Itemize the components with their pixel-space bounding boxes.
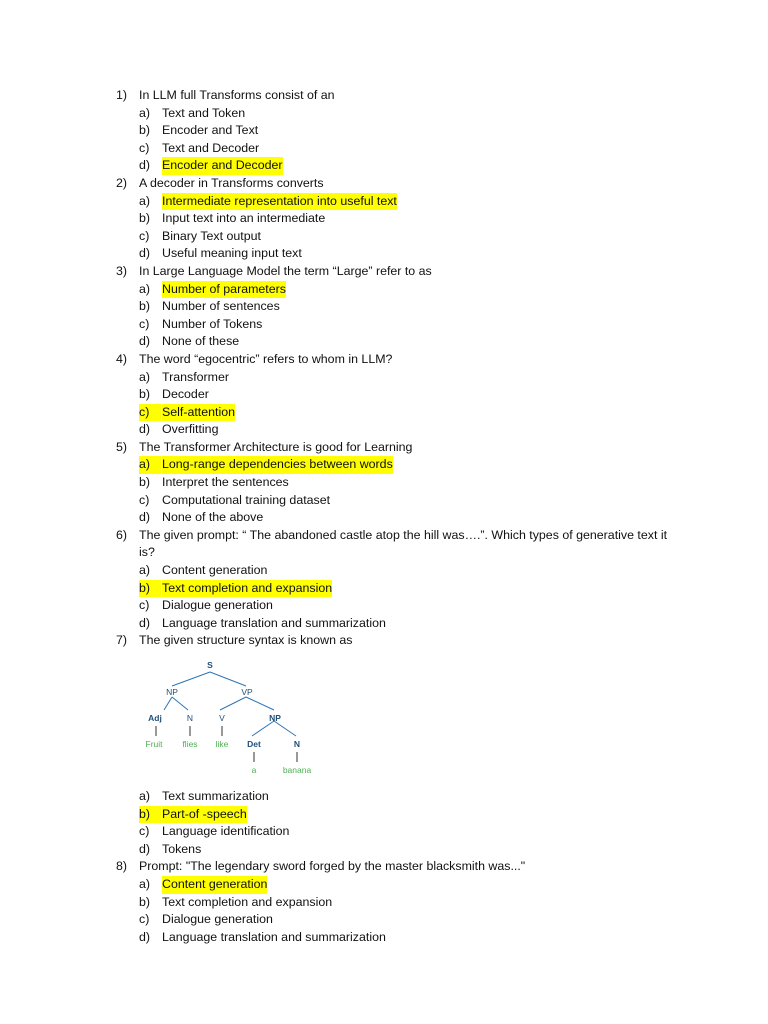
option-letter: c) (139, 316, 150, 331)
option-letter: d) (139, 158, 151, 173)
tree-leaf-banana: banana (282, 765, 312, 775)
option-letter: d) (139, 929, 151, 944)
option-1a (116, 105, 676, 123)
question-number: 5) (116, 439, 128, 454)
option-letter: a) (139, 876, 151, 891)
option-letter: d) (139, 246, 151, 261)
option-letter: c) (139, 404, 161, 422)
option-text: Text and Token (162, 105, 246, 120)
tree-leaf-fruit: Fruit (145, 739, 163, 749)
tree-leaf-flies: flies (182, 739, 198, 749)
option-5d (116, 509, 676, 527)
question-text: In LLM full Transforms consist of an (139, 88, 335, 102)
option-letter: b) (139, 211, 151, 226)
tree-node-n: N (186, 713, 194, 723)
option-4b (116, 386, 676, 404)
question-text: A decoder in Transforms converts (139, 175, 324, 190)
option-letter: b) (139, 299, 151, 314)
option-letter: c) (139, 598, 150, 613)
question-2 (116, 175, 676, 193)
option-text: Computational training dataset (162, 492, 331, 507)
question-4 (116, 351, 676, 369)
option-text: Transformer (162, 369, 230, 384)
question-1 (116, 87, 676, 105)
option-6b (116, 580, 676, 598)
tree-edge (210, 672, 246, 686)
option-letter: b) (139, 387, 151, 402)
highlighted-answer: Long-range dependencies between words (162, 456, 393, 474)
question-number: 2) (116, 175, 128, 190)
question-number: 1) (116, 88, 128, 102)
option-7b (116, 806, 676, 824)
option-3a (116, 281, 676, 299)
option-letter: d) (139, 422, 151, 437)
question-text: The word “egocentric” refers to whom in LLM? (139, 351, 393, 366)
question-text: The given prompt: “ The abandoned castle atop the hill was….”. Which types of generative text it is? (139, 527, 668, 560)
option-8d (116, 929, 676, 947)
option-text: Input text into an intermediate (162, 211, 326, 226)
highlighted-answer: Content generation (162, 876, 267, 894)
option-letter: b) (139, 123, 151, 138)
option-text: None of the above (162, 510, 264, 525)
option-2b (116, 210, 676, 228)
option-text: Content generation (162, 563, 268, 578)
option-letter: a) (139, 369, 151, 384)
option-8c (116, 911, 676, 929)
tree-node-v: V (219, 713, 225, 723)
tree-node-adj: Adj (148, 713, 162, 723)
option-text: Dialogue generation (162, 912, 273, 927)
highlighted-answer: Self-attention (162, 404, 235, 422)
option-3c (116, 316, 676, 334)
question-3 (116, 263, 676, 281)
option-letter: b) (139, 806, 161, 824)
option-8b (116, 894, 676, 912)
option-5b (116, 474, 676, 492)
option-letter: c) (139, 140, 150, 155)
option-letter: a) (139, 281, 151, 296)
option-letter: a) (139, 105, 151, 120)
tree-leaf-a: a (251, 765, 257, 775)
option-letter: c) (139, 492, 150, 507)
question-text: Prompt: "The legendary sword forged by the master blacksmith was..." (139, 859, 526, 874)
option-letter: c) (139, 912, 150, 927)
question-text: The given structure syntax is known as (139, 633, 353, 648)
syntax-tree-figure (116, 650, 676, 788)
highlighted-answer: Text completion and expansion (162, 580, 332, 598)
question-number: 4) (116, 351, 128, 366)
option-letter: b) (139, 580, 161, 598)
option-text: Binary Text output (162, 228, 261, 243)
option-5c (116, 492, 676, 510)
option-1d (116, 157, 676, 175)
option-text: Language translation and summarization (162, 615, 386, 630)
highlighted-answer: Intermediate representation into useful text (162, 193, 397, 211)
option-letter: a) (139, 563, 151, 578)
option-text: Text completion and expansion (162, 894, 333, 909)
option-text: Number of Tokens (162, 316, 263, 331)
option-4c (116, 404, 676, 422)
option-text: Overfitting (162, 422, 219, 437)
option-7a (116, 788, 676, 806)
question-list (116, 87, 676, 946)
question-number: 6) (116, 527, 128, 542)
option-3b (116, 298, 676, 316)
option-letter: d) (139, 334, 151, 349)
tree-edge (252, 721, 274, 736)
option-5a (116, 456, 676, 474)
tree-node-vp: VP (241, 687, 253, 697)
question-number: 8) (116, 859, 128, 874)
option-6a (116, 562, 676, 580)
tree-edge (164, 697, 172, 710)
option-letter: c) (139, 824, 150, 839)
option-letter: a) (139, 193, 151, 208)
tree-edge (172, 697, 188, 710)
option-text: Dialogue generation (162, 598, 273, 613)
option-text: Text summarization (162, 789, 269, 803)
question-number: 3) (116, 263, 128, 278)
syntax-tree-diagram (140, 650, 340, 784)
option-text: Interpret the sentences (162, 475, 289, 490)
tree-node-np: NP (166, 687, 178, 697)
option-letter: a) (139, 789, 151, 803)
question-text: In Large Language Model the term “Large” refer to as (139, 263, 432, 278)
option-7d (116, 841, 676, 859)
option-letter: c) (139, 228, 150, 243)
option-text: Language identification (162, 824, 290, 839)
option-letter: b) (139, 894, 151, 909)
option-2a (116, 193, 676, 211)
option-letter: d) (139, 510, 151, 525)
question-text: The Transformer Architecture is good for Learning (139, 439, 413, 454)
option-6d (116, 615, 676, 633)
option-text: Tokens (162, 841, 202, 856)
tree-node-n: N (293, 739, 301, 749)
question-5 (116, 439, 676, 457)
option-text: Number of sentences (162, 299, 280, 314)
tree-edge (172, 672, 210, 686)
highlighted-answer: Part-of -speech (162, 806, 247, 824)
question-8 (116, 858, 676, 876)
tree-node-np: NP (269, 713, 281, 723)
option-letter: d) (139, 841, 151, 856)
option-text: Text and Decoder (162, 140, 260, 155)
option-letter: b) (139, 475, 151, 490)
highlighted-answer: Number of parameters (162, 281, 286, 299)
tree-edge (246, 697, 274, 710)
question-7 (116, 632, 676, 650)
option-1b (116, 122, 676, 140)
tree-edge (274, 721, 296, 736)
option-text: Language translation and summarization (162, 929, 386, 944)
option-text: Decoder (162, 387, 209, 402)
option-4d (116, 421, 676, 439)
option-text: None of these (162, 334, 240, 349)
question-6 (116, 527, 676, 562)
option-4a (116, 369, 676, 387)
option-letter: a) (139, 456, 161, 474)
tree-leaf-like: like (215, 739, 229, 749)
tree-node-s: S (207, 660, 213, 670)
tree-node-det: Det (247, 739, 261, 749)
option-letter: d) (139, 615, 151, 630)
option-2d (116, 245, 676, 263)
highlighted-answer: Encoder and Decoder (162, 157, 283, 175)
option-text: Useful meaning input text (162, 246, 302, 261)
option-6c (116, 597, 676, 615)
tree-edge (220, 697, 246, 710)
option-1c (116, 140, 676, 158)
option-8a (116, 876, 676, 894)
option-7c (116, 823, 676, 841)
option-2c (116, 228, 676, 246)
option-3d (116, 333, 676, 351)
option-text: Encoder and Text (162, 123, 259, 138)
question-number: 7) (116, 633, 128, 648)
